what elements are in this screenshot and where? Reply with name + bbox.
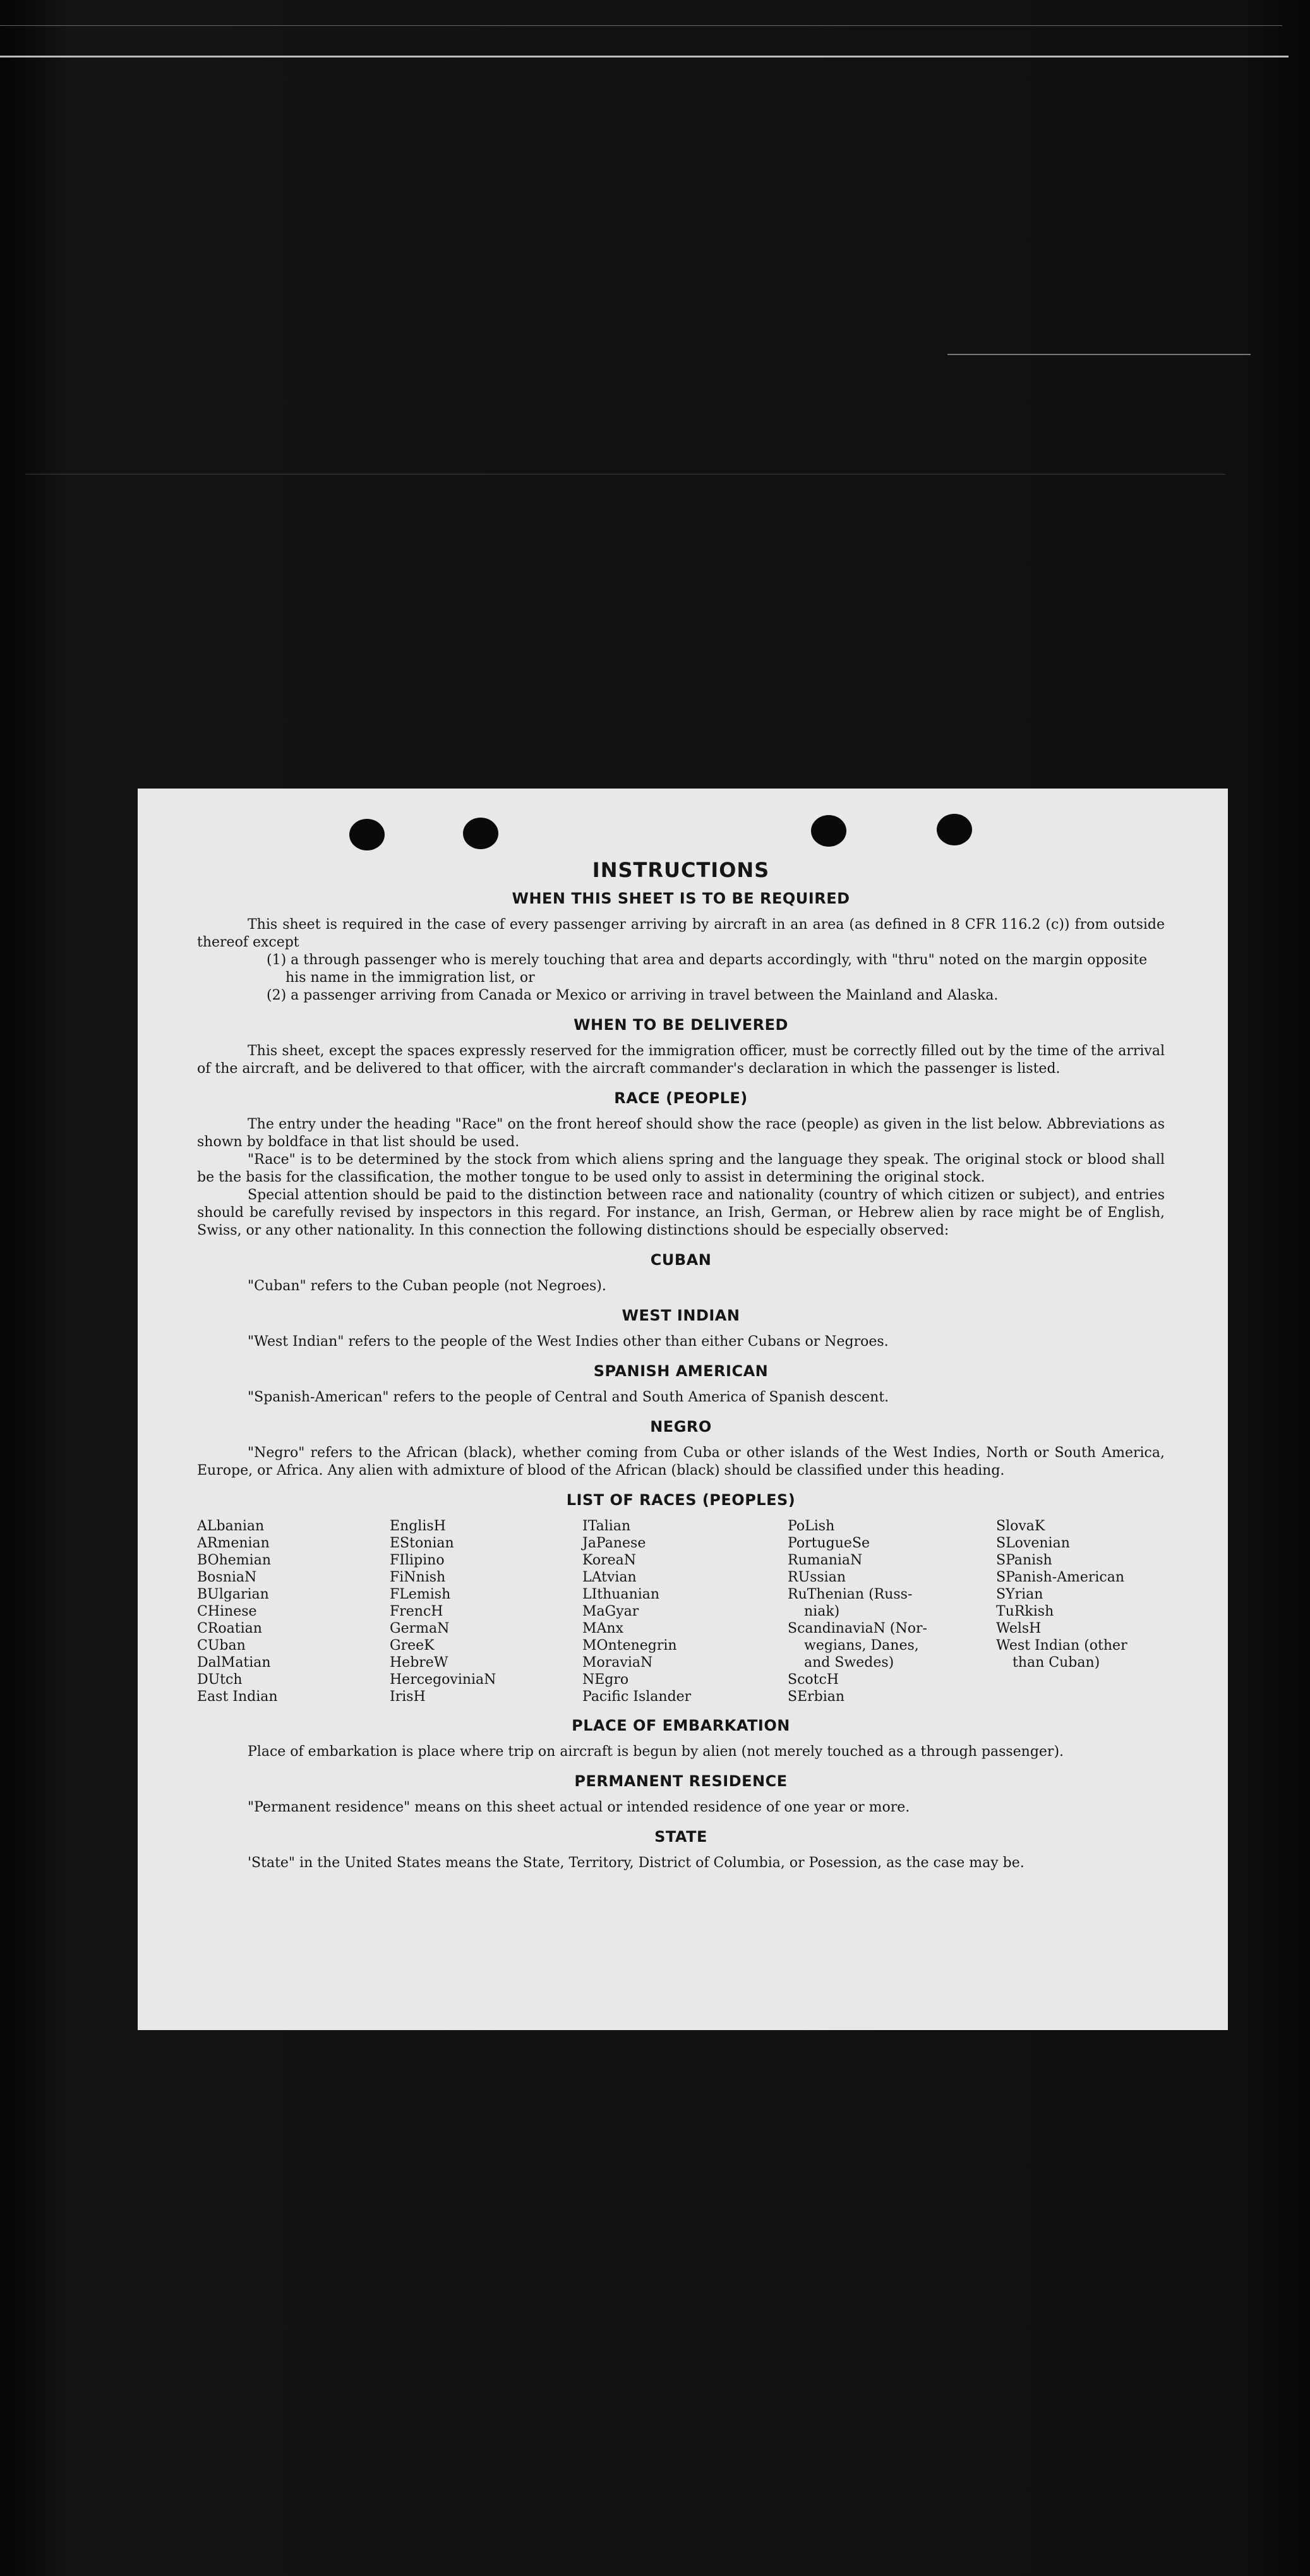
race-entry: JaPanese [582,1535,646,1551]
race-entry: FiNnish [390,1569,446,1585]
film-scratch-line [25,474,1225,475]
race-entry: MOntenegrin [582,1638,677,1654]
race-entry: GermaN [390,1621,450,1636]
race-entry: ITalian [582,1518,631,1534]
section-heading: CUBAN [650,1251,712,1269]
section-heading: PERMANENT RESIDENCE [574,1772,788,1790]
race-entry: ScotcH [788,1672,839,1688]
punch-hole [349,819,385,850]
page-title: INSTRUCTIONS [592,858,770,882]
section-text: "Permanent residence" means on this sheet actual or intended residence of one year or more. [248,1799,910,1815]
race-entry: East Indian [197,1689,278,1705]
section-heading: WHEN THIS SHEET IS TO BE REQUIRED [512,890,850,907]
section-text: "Negro" refers to the African (black), whether coming from Cuba or other islands of the West Indies, North or South America, Europe, or Africa. Any alien with admixture of blood of the African (black) should be classified under this heading. [197,1445,1165,1478]
race-entry: CHinese [197,1604,257,1619]
race-entry: DalMatian [197,1655,271,1671]
race-entry: RUssian [788,1569,846,1585]
race-entry: ARmenian [197,1535,270,1551]
race-entry: LAtvian [582,1569,637,1585]
race-entry: SYrian [996,1587,1043,1602]
race-entry: SErbian [788,1689,845,1705]
race-entry: RumaniaN [788,1552,863,1568]
race-entry: MaGyar [582,1604,639,1619]
race-entry: HebreW [390,1655,448,1671]
race-entry: West Indian (other [996,1638,1127,1654]
section-heading: RACE (PEOPLE) [614,1089,748,1107]
section-heading: WHEN TO BE DELIVERED [574,1016,788,1034]
race-entry: CRoatian [197,1621,262,1636]
race-entry-continued: than Cuban) [1013,1655,1100,1671]
race-entry: FrencH [390,1604,443,1619]
section-text: The entry under the heading "Race" on the front hereof should show the race (people) as given in the list below. Abbreviations as shown by boldface in that list should be used. [197,1116,1165,1150]
section-heading: STATE [654,1828,707,1846]
section-text: "West Indian" refers to the people of the West Indies other than either Cubans or Negroes. [248,1334,889,1350]
punch-hole [463,818,498,849]
races-column [197,1518,390,1705]
races-column [390,1518,582,1705]
section-text: 'State" in the United States means the State, Territory, District of Columbia, or Posession, as the case may be. [248,1855,1025,1871]
film-scratch-line [947,354,1251,355]
races-column [996,1518,1186,1705]
film-edge-line [0,56,1289,57]
race-entry: LIthuanian [582,1587,660,1602]
race-entry: BUlgarian [197,1587,269,1602]
races-list [197,1518,1165,1705]
section-heading: SPANISH AMERICAN [593,1362,769,1380]
race-entry: ScandinaviaN (Nor- [788,1621,927,1636]
section-text: Special attention should be paid to the distinction between race and nationality (country of which citizen or subject), and entries should be carefully revised by inspectors in this regard. For instance, an Irish, German, or Hebrew alien by race might be of English, Swiss, or any other nationality. In this connection the following distinctions should be especially observed: [197,1187,1165,1238]
race-entry: TuRkish [996,1604,1054,1619]
punch-hole [811,815,846,847]
races-column [582,1518,788,1705]
race-entry: SLovenian [996,1535,1070,1551]
section-heading: NEGRO [650,1418,712,1436]
race-entry: SlovaK [996,1518,1045,1534]
race-entry: IrisH [390,1689,426,1705]
race-entry: FLemish [390,1587,451,1602]
race-entry: RuThenian (Russ- [788,1587,913,1602]
race-entry: KoreaN [582,1552,636,1568]
film-edge-line [0,25,1282,26]
race-entry: HercegoviniaN [390,1672,496,1688]
race-entry: Pacific Islander [582,1689,692,1705]
section-text: Place of embarkation is place where trip on aircraft is begun by alien (not merely touched as a through passenger). [248,1744,1064,1760]
races-column [788,1518,996,1705]
section-text: "Cuban" refers to the Cuban people (not Negroes). [248,1278,606,1294]
race-entry: BOhemian [197,1552,271,1568]
races-list-heading: LIST OF RACES (PEOPLES) [566,1491,796,1509]
punch-hole [937,814,972,845]
section-text: This sheet is required in the case of every passenger arriving by aircraft in an area (as defined in 8 CFR 116.2 (c)) from outside thereof except [197,917,1165,950]
race-entry-continued: niak) [804,1604,840,1619]
list-item: (1) a through passenger who is merely touching that area and departs accordingly, with "thru" noted on the margin opposite his name in the immigration list, or [267,952,1148,986]
race-entry-continued: and Swedes) [804,1655,894,1671]
race-entry: WelsH [996,1621,1042,1636]
list-item: (2) a passenger arriving from Canada or Mexico or arriving in travel between the Mainland and Alaska. [267,988,999,1003]
race-entry: BosniaN [197,1569,257,1585]
section-text: This sheet, except the spaces expressly reserved for the immigration officer, must be correctly filled out by the time of the arrival of the aircraft, and be delivered to that officer, with the aircraft commander's declaration in which the passenger is listed. [197,1043,1165,1077]
race-entry: ALbanian [197,1518,265,1534]
race-entry: SPanish [996,1552,1052,1568]
race-entry: EStonian [390,1535,454,1551]
race-entry: PortugueSe [788,1535,870,1551]
race-entry: SPanish-American [996,1569,1125,1585]
section-heading: PLACE OF EMBARKATION [572,1717,790,1734]
race-entry: FIlipino [390,1552,445,1568]
race-entry: MoraviaN [582,1655,653,1671]
race-entry-continued: wegians, Danes, [804,1638,919,1654]
race-entry: MAnx [582,1621,623,1636]
race-entry: EnglisH [390,1518,446,1534]
race-entry: PoLish [788,1518,835,1534]
race-entry: CUban [197,1638,246,1654]
section-text: "Spanish-American" refers to the people of Central and South America of Spanish descent. [248,1389,889,1405]
instruction-sheet [138,789,1228,2030]
race-entry: GreeK [390,1638,435,1654]
race-entry: NEgro [582,1672,629,1688]
section-text: "Race" is to be determined by the stock from which aliens spring and the language they speak. The original stock or blood shall be the basis for the classification, the mother tongue to be used only to assist in determining the original stock. [197,1152,1165,1185]
section-heading: WEST INDIAN [622,1307,740,1324]
race-entry: DUtch [197,1672,243,1688]
